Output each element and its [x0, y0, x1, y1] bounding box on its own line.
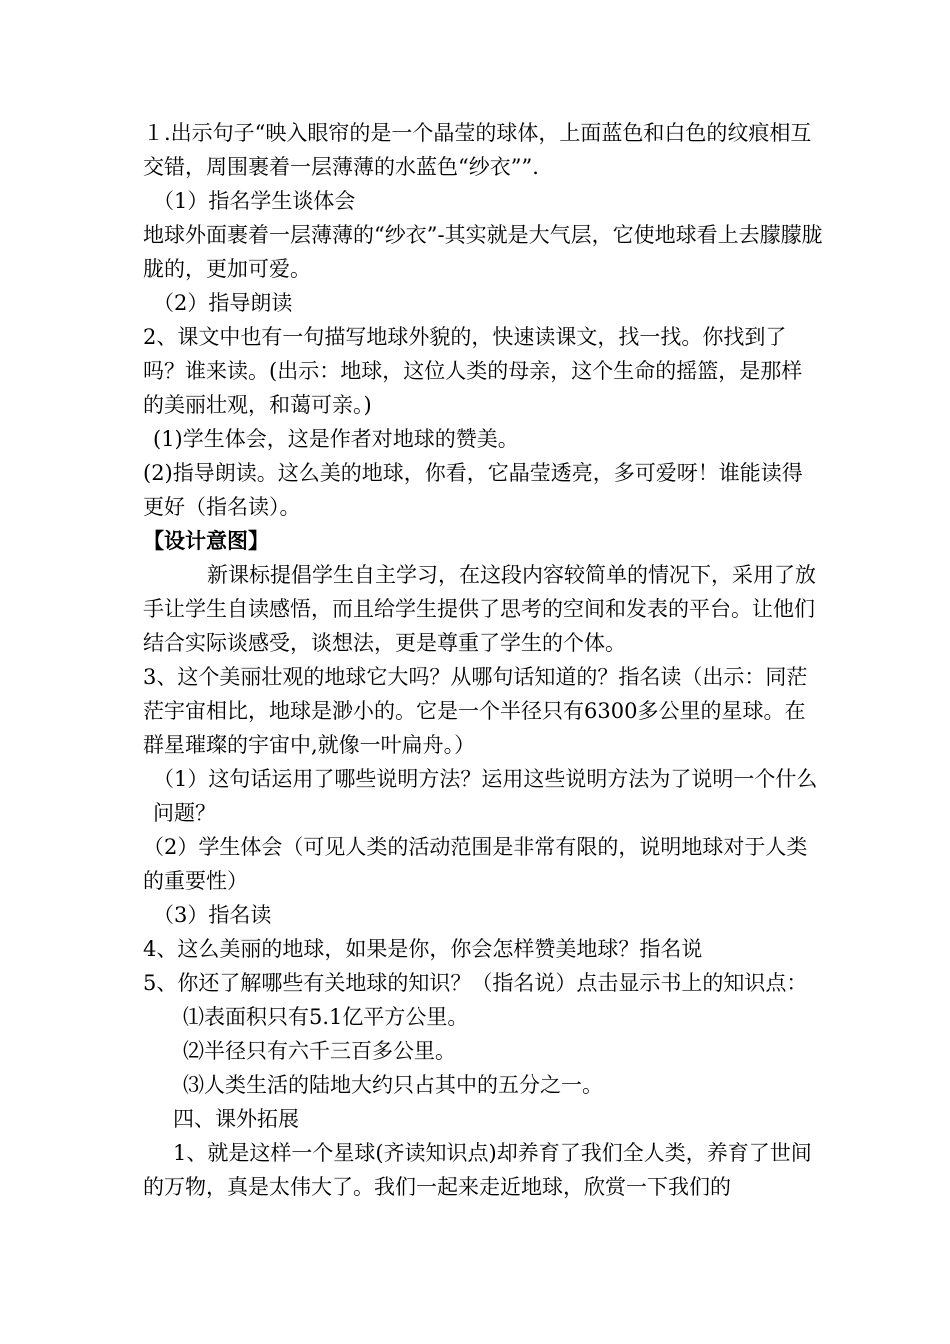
- paragraph-13: 4、这么美丽的地球，如果是你，你会怎样赞美地球？指名说: [143, 937, 703, 961]
- paragraph-12: （3）指名读: [153, 903, 272, 927]
- document-body: [143, 116, 823, 1204]
- paragraph-6: (1)学生体会，这是作者对地球的赞美。: [153, 427, 519, 451]
- paragraph-5: 2、课文中也有一句描写地球外貌的，快速读课文，找一找。你找到了吗？谁来读。(出示：地球，这位人类的母亲，这个生命的摇篮，是那样的美丽壮观，和蔼可亲。): [143, 325, 803, 417]
- paragraph-8: 新课标提倡学生自主学习，在这段内容较简单的情况下，采用了放手让学生自读感悟，而且给学生提供了思考的空间和发表的平台。让他们结合实际谈感受，谈想法，更是尊重了学生的个体。: [143, 563, 816, 655]
- paragraph-4: （2）指导朗读: [153, 291, 293, 315]
- list-item-1: ⑴表面积只有5.1亿平方公里。: [183, 1005, 469, 1029]
- section-heading-design-intent: 【设计意图】: [143, 529, 269, 553]
- section-heading-extension: 四、课外拓展: [173, 1107, 299, 1131]
- paragraph-7: (2)指导朗读。这么美的地球，你看，它晶莹透亮，多可爱呀！谁能读得更好（指名读）。: [143, 461, 803, 519]
- paragraph-9: 3、这个美丽壮观的地球它大吗？从哪句话知道的？指名读（出示：同茫茫宇宙相比，地球是渺小的。它是一个半径只有6300多公里的星球。在群星璀璨的宇宙中,就像一叶扁舟。）: [143, 665, 808, 757]
- paragraph-1: １.出示句子“映入眼帘的是一个晶莹的球体，上面蓝色和白色的纹痕相互交错，周围裹着一层薄薄的水蓝色“纱衣””.: [143, 121, 812, 179]
- list-item-2: ⑵半径只有六千三百多公里。: [183, 1039, 456, 1063]
- paragraph-2: （1）指名学生谈体会: [153, 189, 356, 213]
- paragraph-11: （2）学生体会（可见人类的活动范围是非常有限的，说明地球对于人类的重要性）: [143, 835, 808, 893]
- paragraph-14: 5、你还了解哪些有关地球的知识？（指名说）点击显示书上的知识点：: [143, 971, 808, 995]
- paragraph-3: 地球外面裹着一层薄薄的“纱衣”-其实就是大气层，它使地球看上去朦朦胧胧的，更加可爱。: [143, 223, 823, 281]
- paragraph-10: （1）这句话运用了哪些说明方法？运用这些说明方法为了说明一个什么问题？: [153, 767, 818, 825]
- paragraph-15: 1、就是这样一个星球(齐读知识点)却养育了我们全人类，养育了世间的万物，真是太伟大了。我们一起来走近地球，欣赏一下我们的: [143, 1141, 812, 1199]
- list-item-3: ⑶人类生活的陆地大约只占其中的五分之一。: [183, 1073, 603, 1097]
